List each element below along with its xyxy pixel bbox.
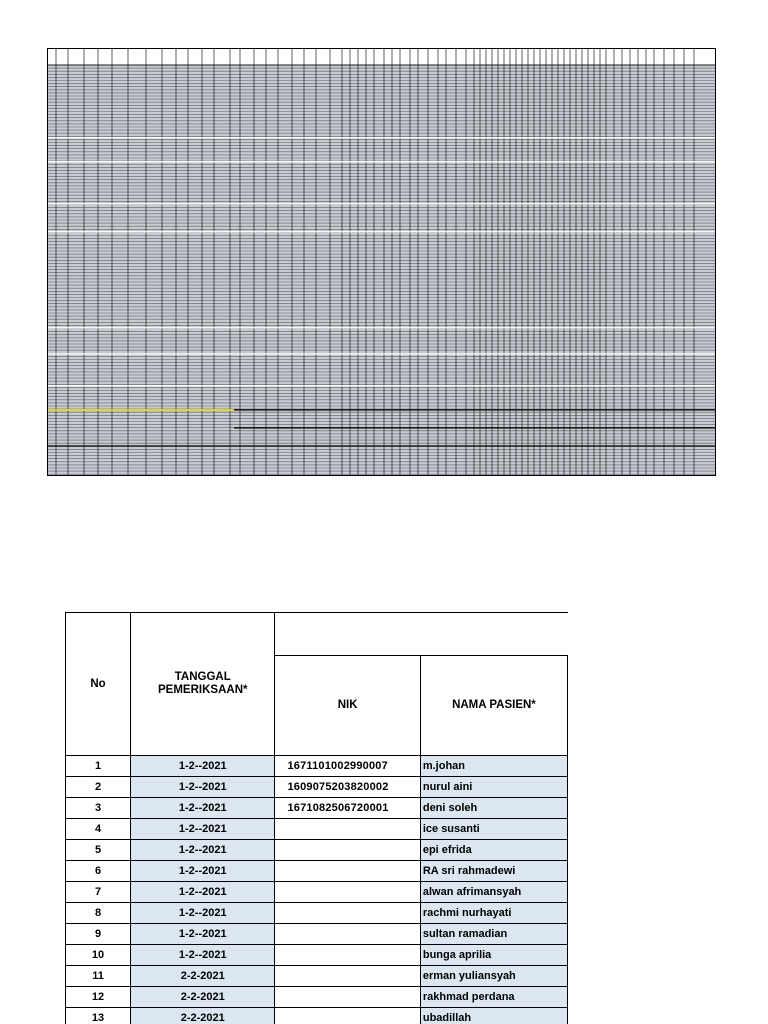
table-row (66, 756, 568, 777)
cell-nama-pasien: alwan afrimansyah (420, 882, 567, 903)
table-row (66, 1008, 568, 1024)
cell-no: 9 (66, 924, 131, 945)
header-nama-pasien: NAMA PASIEN* (420, 656, 567, 756)
cell-tanggal: 2-2-2021 (131, 1008, 275, 1024)
cell-no: 11 (66, 966, 131, 987)
table-row (66, 882, 568, 903)
table-row (66, 819, 568, 840)
cell-no: 10 (66, 945, 131, 966)
cell-nama-pasien: m.johan (420, 756, 567, 777)
cell-nik (275, 1008, 420, 1024)
cell-nama-pasien: deni soleh (420, 798, 567, 819)
cell-no: 4 (66, 819, 131, 840)
table-row (66, 840, 568, 861)
cell-no: 8 (66, 903, 131, 924)
cell-tanggal: 1-2--2021 (131, 756, 275, 777)
table-row (66, 903, 568, 924)
cell-tanggal: 1-2--2021 (131, 819, 275, 840)
cell-tanggal: 1-2--2021 (131, 882, 275, 903)
cell-tanggal: 1-2--2021 (131, 945, 275, 966)
cell-no: 12 (66, 987, 131, 1008)
cell-nama-pasien: rakhmad perdana (420, 987, 567, 1008)
cell-tanggal: 1-2--2021 (131, 903, 275, 924)
header-tanggal-pemeriksaan (131, 613, 275, 756)
patient-table (65, 612, 568, 1024)
header-no: No (66, 613, 131, 756)
cell-no: 3 (66, 798, 131, 819)
cell-tanggal: 1-2--2021 (131, 924, 275, 945)
cell-nik (275, 882, 420, 903)
cell-nik (275, 945, 420, 966)
cell-nik: 1671082506720001 (275, 798, 420, 819)
cell-tanggal: 1-2--2021 (131, 798, 275, 819)
header-nik: NIK (275, 656, 420, 756)
cell-nama-pasien: nurul aini (420, 777, 567, 798)
header-group-empty (275, 613, 568, 656)
cell-nik: 1609075203820002 (275, 777, 420, 798)
spreadsheet-overview-graphic (48, 49, 715, 475)
cell-nik (275, 840, 420, 861)
cell-no: 13 (66, 1008, 131, 1024)
cell-nama-pasien: rachmi nurhayati (420, 903, 567, 924)
table-row (66, 861, 568, 882)
cell-nama-pasien: bunga aprilia (420, 945, 567, 966)
cell-tanggal: 1-2--2021 (131, 777, 275, 798)
cell-nik: 1671101002990007 (275, 756, 420, 777)
cell-nama-pasien: erman yuliansyah (420, 966, 567, 987)
cell-nik (275, 903, 420, 924)
zoomed-table-crop (65, 612, 568, 1024)
table-row (66, 924, 568, 945)
table-row (66, 945, 568, 966)
table-row (66, 798, 568, 819)
cell-nik (275, 819, 420, 840)
table-row (66, 966, 568, 987)
cell-nama-pasien: ice susanti (420, 819, 567, 840)
cell-nik (275, 966, 420, 987)
table-row (66, 777, 568, 798)
cell-tanggal: 1-2--2021 (131, 861, 275, 882)
header-tanggal-text: TANGGAL PEMERIKSAAN* (158, 671, 248, 696)
cell-no: 1 (66, 756, 131, 777)
cell-no: 7 (66, 882, 131, 903)
cell-no: 2 (66, 777, 131, 798)
cell-no: 5 (66, 840, 131, 861)
cell-nik (275, 861, 420, 882)
table-body (66, 756, 568, 1024)
cell-nama-pasien: epi efrida (420, 840, 567, 861)
cell-no: 6 (66, 861, 131, 882)
cell-nik (275, 987, 420, 1008)
cell-tanggal: 2-2-2021 (131, 966, 275, 987)
cell-nama-pasien: sultan ramadian (420, 924, 567, 945)
cell-tanggal: 2-2-2021 (131, 987, 275, 1008)
spreadsheet-overview-thumbnail (47, 48, 716, 476)
cell-nama-pasien: ubadillah (420, 1008, 567, 1024)
table-row (66, 987, 568, 1008)
cell-tanggal: 1-2--2021 (131, 840, 275, 861)
cell-nik (275, 924, 420, 945)
cell-nama-pasien: RA sri rahmadewi (420, 861, 567, 882)
